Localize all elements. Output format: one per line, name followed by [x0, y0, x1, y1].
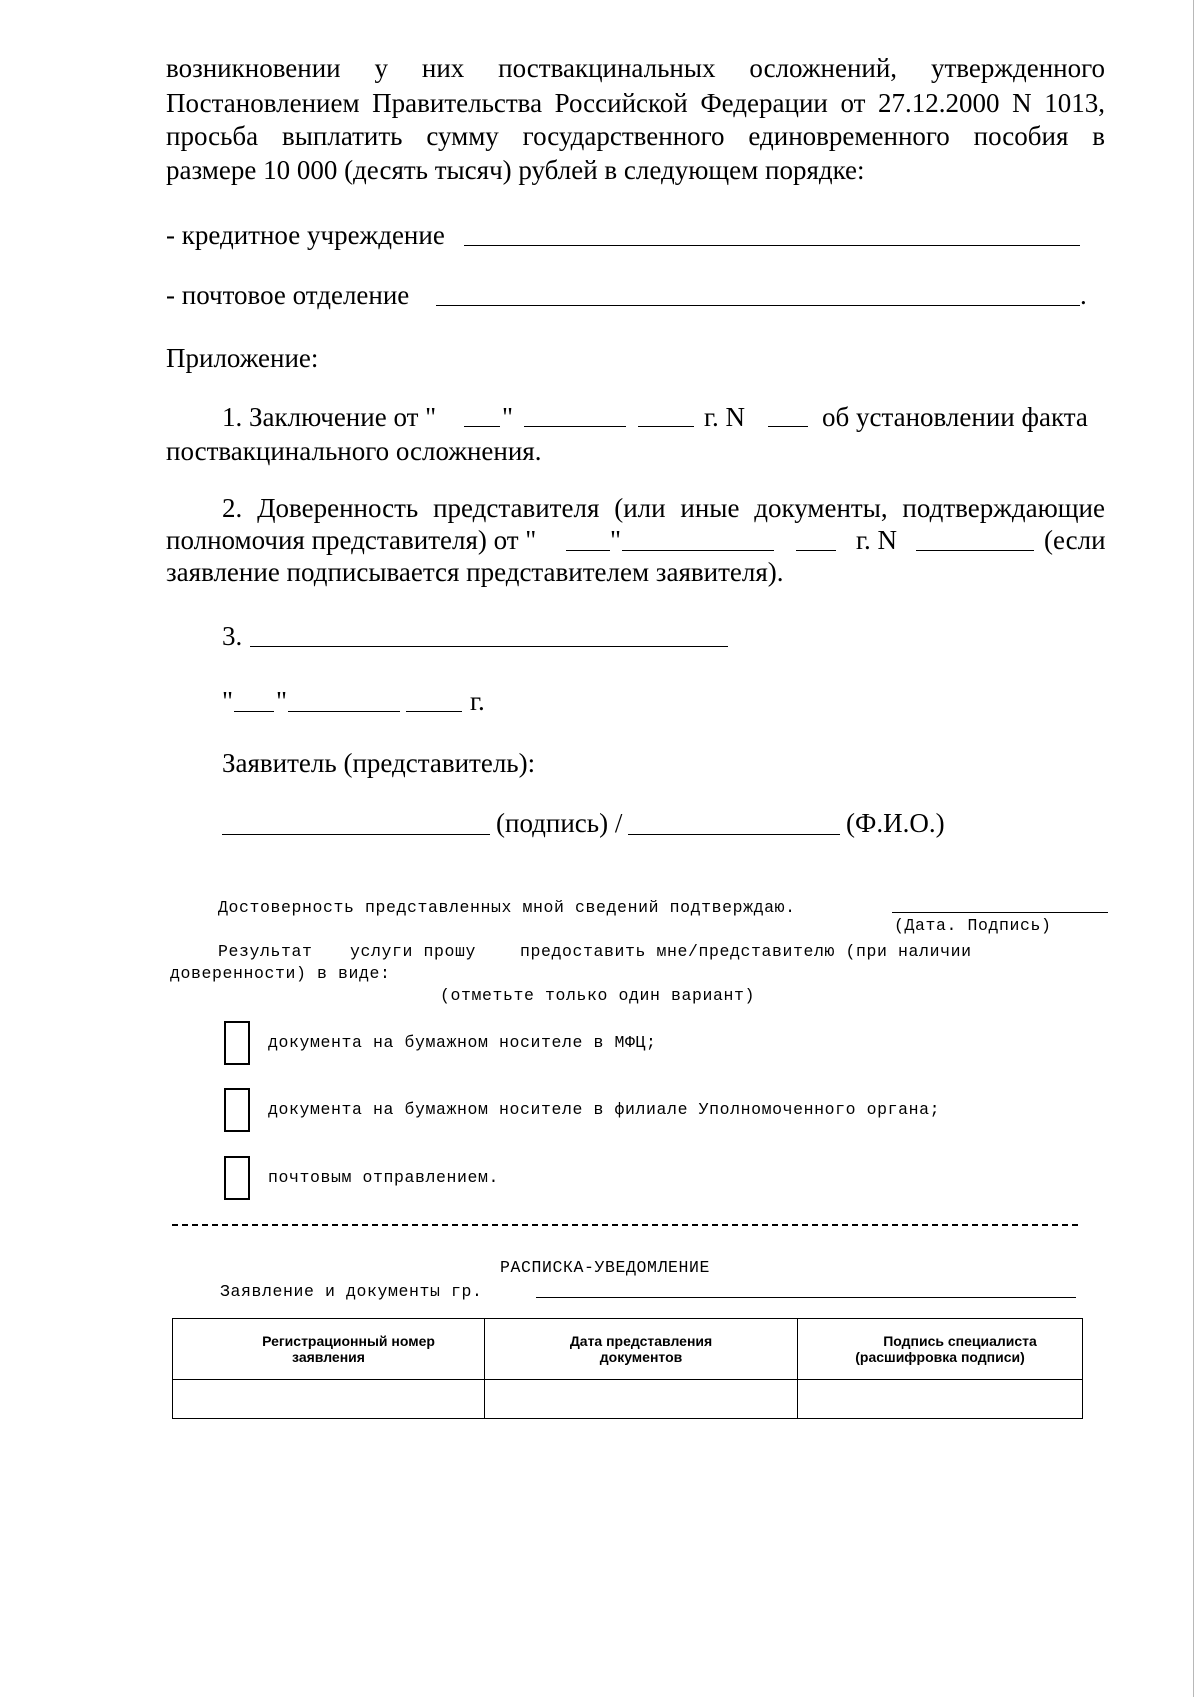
- attachment-1-month-field[interactable]: [524, 426, 626, 427]
- post-office-period: .: [1080, 280, 1087, 310]
- receipt-citizen-field[interactable]: [536, 1297, 1076, 1298]
- fio-field[interactable]: [628, 834, 840, 835]
- post-office-field[interactable]: [436, 305, 1080, 306]
- column-header-line: Дата представления: [569, 1333, 713, 1349]
- date-open-quote: ": [222, 686, 234, 716]
- signature-caption: (подпись) /: [496, 808, 623, 838]
- column-header-date: [485, 1319, 798, 1380]
- table-row: [173, 1380, 1083, 1419]
- receipt-title: РАСПИСКА-УВЕДОМЛЕНИЕ: [500, 1258, 711, 1277]
- intro-line: размере 10 000 (десять тысяч) рублей в следующем порядке:: [166, 155, 865, 185]
- confirmation-text: Достоверность представленных мной сведений подтверждаю.: [218, 898, 796, 917]
- column-header-line: Регистрационный номер: [262, 1333, 435, 1349]
- attachment-2-day-field[interactable]: [566, 550, 610, 551]
- attachment-2-text: 2. Доверенность представителя (или иные документы, подтверждающие: [222, 493, 1105, 523]
- attachment-1-year-field[interactable]: [638, 426, 694, 427]
- intro-line: Постановлением Правительства Российской Федерации от 27.12.2000 N 1013,: [166, 88, 1105, 118]
- attachment-1-quote: ": [502, 402, 514, 432]
- reg-number-cell[interactable]: [173, 1380, 485, 1419]
- fio-caption: (Ф.И.О.): [846, 808, 945, 838]
- attachment-1-text-cont: поствакцинального осложнения.: [166, 436, 542, 466]
- intro-line: возникновении у них поствакцинальных осложнений, утвержденного: [166, 53, 1105, 83]
- applicant-label: Заявитель (представитель):: [222, 748, 536, 778]
- attachment-1-year-label: г. N: [704, 402, 746, 432]
- option-mail-checkbox[interactable]: [224, 1156, 250, 1200]
- attachment-2-quote: ": [610, 525, 622, 555]
- option-branch-label: документа на бумажном носителе в филиале Уполномоченного органа;: [268, 1100, 941, 1119]
- cut-line-divider: [172, 1224, 1078, 1226]
- attachment-2-year-label: г. N: [856, 525, 898, 555]
- attachment-1-day-field[interactable]: [464, 426, 500, 427]
- result-note: (отметьте только один вариант): [440, 986, 756, 1005]
- scan-edge: [1193, 0, 1194, 1697]
- date-month-field[interactable]: [288, 711, 400, 712]
- date-day-field[interactable]: [234, 711, 274, 712]
- date-close-quote: ": [276, 686, 288, 716]
- date-year-field[interactable]: [406, 711, 462, 712]
- signature-field[interactable]: [222, 834, 490, 835]
- post-office-label: - почтовое отделение: [166, 280, 410, 310]
- attachment-2-text: полномочия представителя) от ": [166, 525, 537, 555]
- receipt-docs-label: Заявление и документы гр.: [220, 1282, 483, 1301]
- receipt-table-header: [173, 1319, 1083, 1380]
- column-header-line: заявления: [292, 1349, 365, 1365]
- result-text: Результат: [218, 942, 313, 961]
- confirmation-caption: (Дата. Подпись): [894, 916, 1052, 935]
- receipt-table: [172, 1318, 1083, 1419]
- credit-institution-field[interactable]: [464, 245, 1080, 246]
- attachment-3-field[interactable]: [250, 646, 728, 647]
- attachment-1-number-field[interactable]: [768, 426, 808, 427]
- option-mfc-checkbox[interactable]: [224, 1021, 250, 1065]
- intro-line: просьба выплатить сумму государственного единовременного пособия в: [166, 121, 1105, 151]
- column-header-signature: [798, 1319, 1083, 1380]
- attachment-2-text-cont: заявление подписывается представителем заявителя).: [166, 557, 784, 587]
- result-text-cont: доверенности) в виде:: [170, 964, 391, 983]
- attachment-2-month-field[interactable]: [622, 550, 774, 551]
- attachment-2-condition: (если: [1044, 525, 1106, 555]
- attachment-1-subject: об установлении факта: [822, 402, 1088, 432]
- attachment-2-year-field[interactable]: [796, 550, 836, 551]
- column-header-reg-number: [173, 1319, 485, 1380]
- column-header-line: Подпись специалиста: [883, 1333, 1037, 1349]
- column-header-line: документов: [599, 1349, 683, 1365]
- attachment-3-number: 3.: [222, 621, 243, 651]
- credit-institution-label: - кредитное учреждение: [166, 220, 445, 250]
- option-mfc-label: документа на бумажном носителе в МФЦ;: [268, 1033, 657, 1052]
- signature-cell[interactable]: [798, 1380, 1083, 1419]
- date-cell[interactable]: [485, 1380, 798, 1419]
- result-text: услуги прошу: [350, 942, 477, 961]
- option-mail-label: почтовым отправлением.: [268, 1168, 500, 1187]
- attachments-heading: Приложение:: [166, 343, 319, 373]
- attachment-2-number-field[interactable]: [916, 550, 1034, 551]
- date-year-label: г.: [470, 686, 485, 716]
- option-branch-checkbox[interactable]: [224, 1088, 250, 1132]
- attachment-1-text: 1. Заключение от ": [222, 402, 437, 432]
- confirmation-sign-field[interactable]: [892, 912, 1108, 913]
- result-text: предоставить мне/представителю (при наличии: [520, 942, 972, 961]
- column-header-line: (расшифровка подписи): [855, 1349, 1025, 1365]
